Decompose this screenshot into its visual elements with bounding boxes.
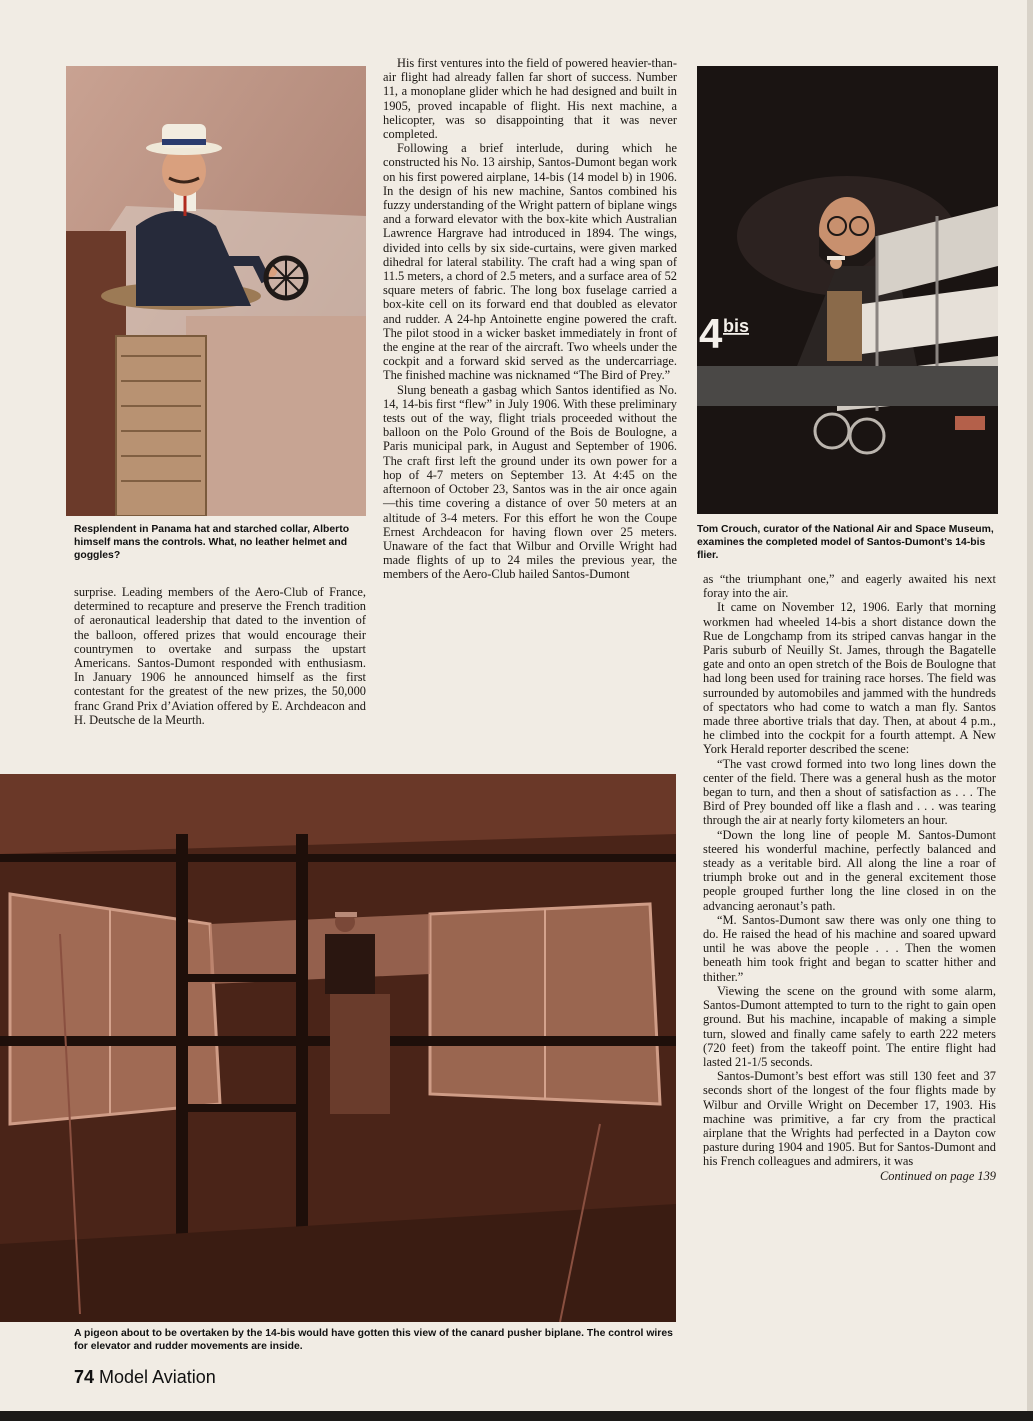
article-column-left bbox=[74, 585, 366, 727]
paragraph: “The vast crowd formed into two long lines down the center of the field. There was a general hush as the motor began to turn, and then a shout of satisfaction as . . . The Bird of Prey bounded off like a flash and . . . was tearing through the air at nearly forty kilometers an hour. bbox=[703, 756, 996, 828]
paragraph: It came on November 12, 1906. Early that morning workmen had wheeled 14-bis a short distance down the Rue de Longchamp from its striped canvas hangar in the Paris suburb of Neuilly St. James, through the Bagatelle gate and onto an open stretch of the Bois de Boulogne that had long been used for training race horses. The field was surrounded by automobiles and jammed with the hundreds of spectators who had come to watch a man fly. Santos made three abortive trials that day. Then, at about 4 p.m., he climbed into the cockpit for a fourth attempt. A New York Herald reporter described the scene: bbox=[703, 600, 996, 757]
svg-text:bis: bis bbox=[723, 316, 750, 336]
paragraph: “M. Santos-Dumont saw there was only one thing to do. He raised the head of his machine and soared upward until he was above the people . . . Then the women beneath him took fright and began to scatter hither and thither.” bbox=[703, 912, 996, 984]
paragraph: Slung beneath a gasbag which Santos identified as No. 14, 14-bis first “flew” in July 1906. With these preliminary tests out of the way, flight trials proceeded without the balloon on the Polo Ground of the Bois de Boulogne, a Paris municipal park, in August and September of 1906. The craft first left the ground under its own power for a hop of 4-7 meters on September 13. At 4:45 on the afternoon of October 23, Santos was in the air once again—this time covering a distance of over 50 meters at an altitude of 3-4 meters. For this effort he won the Coupe Ernest Archdeacon for having flown over 25 meters. Unaware of the fact that Wilbur and Orville Wright had made flights of up to 24 miles the previous year, the members of the Aero-Club hailed Santos-Dumont bbox=[383, 382, 677, 582]
photo-label-4bis: 4 bbox=[699, 310, 723, 357]
paragraph: Santos-Dumont’s best effort was still 130 feet and 37 seconds short of the longest of the four flights made by Wilbur and Orville Wright on December 17, 1903. His machine was primitive, a far cry from the practical airplane that the Wrights had perfected in a Dayton cow pasture during 1904 and 1905. But for Santos-Dumont and his French colleagues and admirers, it was bbox=[703, 1069, 996, 1169]
paragraph: “Down the long line of people M. Santos-Dumont steered his wonderful machine, perfectly balanced and steady as a veritable bird. All along the line a roar of triumph broke out and in the general excitement those people grouped further long the line closed in on the advancing aeronaut’s path. bbox=[703, 827, 996, 913]
photo-canard-biplane-view bbox=[0, 774, 676, 1322]
caption-curator-photo: Tom Crouch, curator of the National Air and Space Museum, examines the completed model of Santos-Dumont’s 14-bis flier. bbox=[697, 524, 994, 561]
photo-curator-with-model bbox=[697, 66, 998, 514]
photo-pilot-model bbox=[66, 66, 366, 516]
magazine-title: Model Aviation bbox=[99, 1367, 216, 1387]
page-edge bbox=[1027, 0, 1033, 1421]
paragraph: as “the triumphant one,” and eagerly awaited his next foray into the air. bbox=[703, 572, 996, 601]
caption-pilot-photo: Resplendent in Panama hat and starched collar, Alberto himself mans the controls. What, no leather helmet and goggles? bbox=[74, 524, 350, 561]
paragraph: His first ventures into the field of powered heavier-than-air flight had already fallen far short of success. Number 11, a monoplane glider which he had designed and built in 1905, proved incapable of flight. His next machine, a helicopter, was so disappointing that it was never completed. bbox=[383, 56, 677, 142]
article-column-right bbox=[703, 572, 996, 1183]
page-bottom-edge bbox=[0, 1411, 1033, 1421]
paragraph: Following a brief interlude, during which he constructed his No. 13 airship, Santos-Dumont began work on his first powered airplane, 14-bis (14 model b) in 1906. In the design of his new machine, Santos combined his fuzzy understanding of the Wright pattern of biplane wings and a forward elevator with the box-kite which Australian Lawrence Hargrave had introduced in 1894. The wings, divided into cells by six side-curtains, were given marked dihedral for lateral stability. The craft had a wing span of 11.5 meters, a chord of 2.5 meters, and a surface area of 52 square meters of fabric. The long box fuselage carried a box-kite cell on its forward end that doubled as elevator and rudder. A 24-hp Antoinette engine powered the craft. The pilot stood in a wicker basket immediately in front of the engine at the rear of the aircraft. Two wheels under the cockpit and a forward skid served as the undercarriage. The finished machine was nicknamed “The Bird of Prey.” bbox=[383, 141, 677, 383]
page-folio bbox=[74, 1367, 216, 1388]
page-number: 74 bbox=[74, 1367, 95, 1387]
article-column-top-middle bbox=[383, 56, 677, 582]
continued-note: Continued on page 139 bbox=[880, 1168, 996, 1183]
caption-canard-photo: A pigeon about to be overtaken by the 14-bis would have gotten this view of the canard pusher biplane. The control wires for elevator and rudder movements are inside. bbox=[74, 1328, 673, 1352]
paragraph: Viewing the scene on the ground with some alarm, Santos-Dumont attempted to turn to the right to gain open ground. But his machine, incapable of making a simple turn, slowed and finally came safely to earth 222 meters (720 feet) from the takeoff point. The entire flight had lasted 21-1/5 seconds. bbox=[703, 983, 996, 1069]
paragraph: surprise. Leading members of the Aero-Club of France, determined to recapture and preserve the French tradition of aeronautical leadership that dated to the invention of the balloon, offered prizes that would encourage their countrymen to overtake and surpass the upstart Americans. Santos-Dumont responded with enthusiasm. In January 1906 he announced himself as the first contestant for the greatest of the new prizes, the 50,000 franc Grand Prix d’Aviation offered by E. Archdeacon and H. Deutsche de la Meurth. bbox=[74, 585, 366, 727]
